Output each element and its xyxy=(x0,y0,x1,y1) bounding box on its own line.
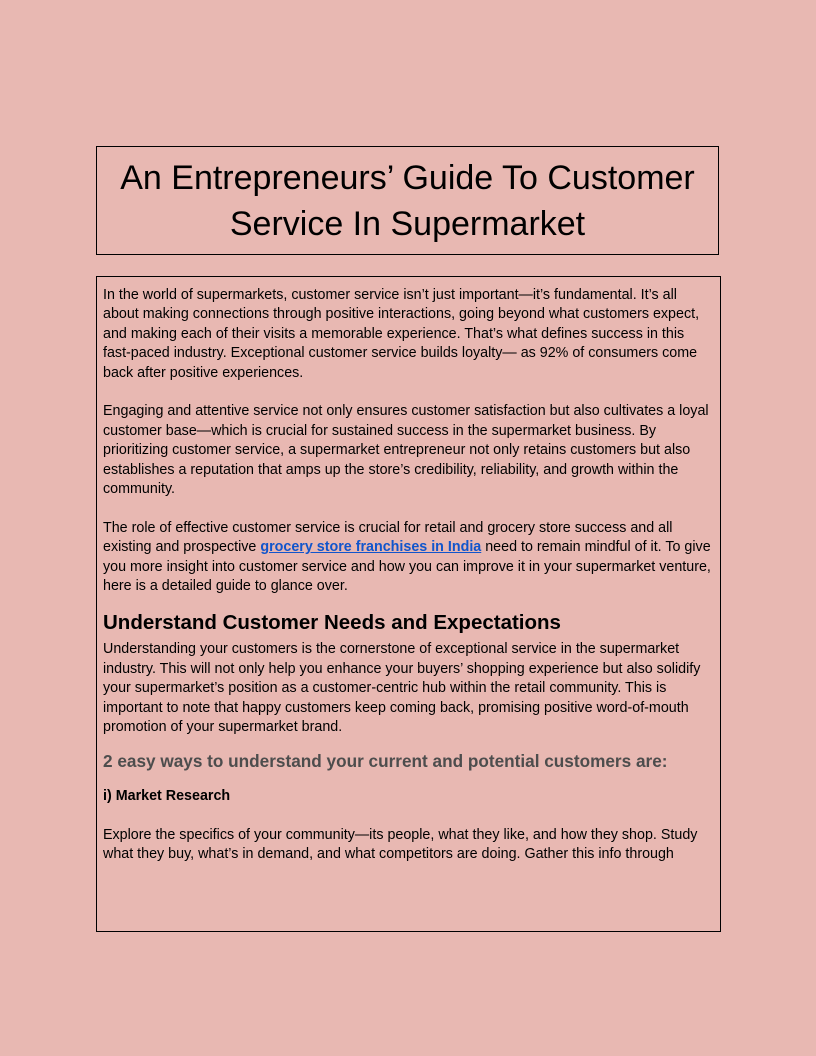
section-heading: Understand Customer Needs and Expectations xyxy=(103,611,561,635)
intro-paragraph: In the world of supermarkets, customer service isn’t just important—it’s fundamental. It’s all about making connections through positive interactions, going beyond what customers expect, and making each of their visits a memorable experience. That’s what defines success in this fast-paced industry. Exceptional customer service builds loyalty— as 92% of consumers come back after positive experiences. xyxy=(103,287,700,381)
market-research-paragraph: Explore the specifics of your community—its people, what they like, and how they shop. Study what they buy, what’s in demand, and what competitors are doing. Gather this info through xyxy=(103,826,698,863)
subsection-heading: 2 easy ways to understand your current and potential customers are: xyxy=(103,750,668,771)
section-paragraph: Understanding your customers is the cornerstone of exceptional service in the supermarket industry. This will not only help you enhance your buyers’ shopping experience but also solidify your supermarket’s position as a customer-centric hub within the retail community. This is important to note that happy customers keep coming back, promising positive word-of-mouth promotion of your supermarket brand. xyxy=(103,641,701,736)
grocery-franchise-link[interactable]: grocery store franchises in India xyxy=(260,539,482,556)
market-research-heading: i) Market Research xyxy=(103,788,231,804)
franchise-paragraph-start: The role of effective customer service is crucial for retail and grocery store success and all existing and prospective xyxy=(103,519,673,556)
content-box xyxy=(96,276,721,932)
title-box xyxy=(96,146,719,255)
franchise-paragraph xyxy=(103,519,714,597)
franchise-paragraph-end: need to remain mindful of it. To give you more insight into customer service and how you can improve it in your supermarket venture, here is a detailed guide to glance over. xyxy=(103,539,711,595)
loyalty-paragraph: Engaging and attentive service not only ensures customer satisfaction but also cultivates a loyal customer base—which is crucial for sustained success in the supermarket business. By prioritizing customer service, a supermarket entrepreneur not only retains customers but also establishes a reputation that amps up the store’s credibility, reliability, and growth within the community. xyxy=(103,403,709,498)
document-title: An Entrepreneurs’ Guide To Customer Service In Supermarket xyxy=(120,158,695,243)
